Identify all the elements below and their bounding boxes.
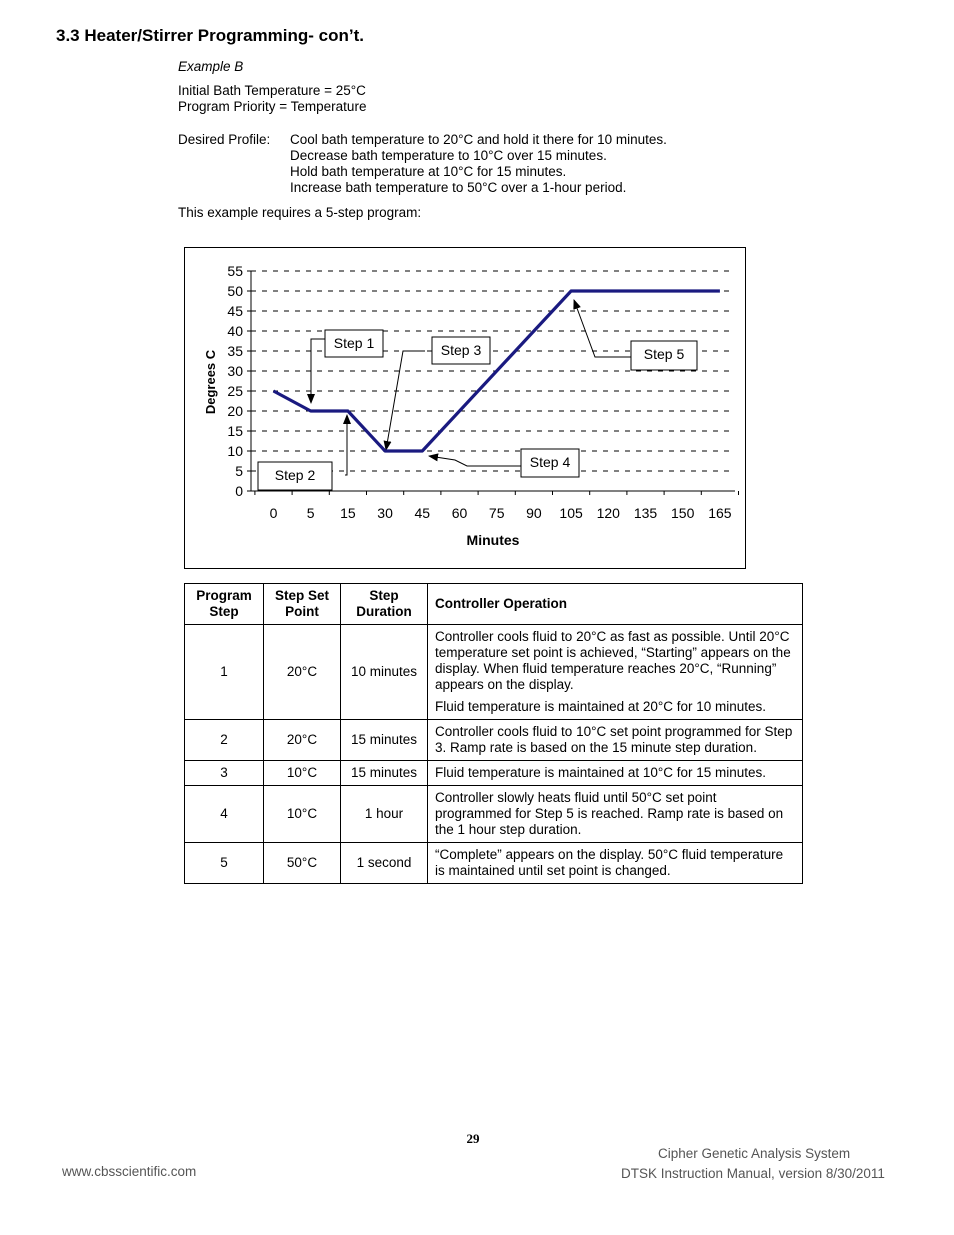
- x-tick-label: 105: [559, 505, 583, 521]
- y-tick-label: 35: [227, 343, 243, 359]
- callout-label: Step 5: [643, 346, 685, 362]
- cell-step: 5: [185, 843, 264, 884]
- y-tick-label: 50: [227, 283, 243, 299]
- callout-arrow: [574, 300, 631, 357]
- cell-duration: 1 hour: [341, 786, 428, 843]
- x-tick-label: 15: [340, 505, 356, 521]
- x-tick-label: 30: [377, 505, 393, 521]
- profile-label: Desired Profile:: [178, 132, 271, 147]
- y-tick-label: 45: [227, 303, 243, 319]
- header-step-set-point: Step Set Point: [264, 584, 341, 625]
- program-steps-table: [184, 583, 803, 884]
- callout-label: Step 3: [440, 342, 482, 358]
- cell-operation: [428, 720, 803, 761]
- initial-temp-text: Initial Bath Temperature = 25°C: [178, 83, 366, 98]
- y-tick-label: 10: [227, 443, 243, 459]
- header-program-step: Program Step: [185, 584, 264, 625]
- profile-line: Decrease bath temperature to 10°C over 15 minutes.: [290, 148, 607, 163]
- table-row: [185, 843, 803, 884]
- y-tick-label: 55: [227, 263, 243, 279]
- callout-arrow: [386, 351, 425, 450]
- y-tick-label: 20: [227, 403, 243, 419]
- x-tick-label: 120: [596, 505, 620, 521]
- y-tick-label: 40: [227, 323, 243, 339]
- cell-duration: 15 minutes: [341, 720, 428, 761]
- table-row: [185, 786, 803, 843]
- operation-text: Controller cools fluid to 10°C set point programmed for Step 3. Ramp rate is based on the 15 minute step duration.: [435, 724, 793, 755]
- operation-text: Controller slowly heats fluid until 50°C set point programmed for Step 5 is reached. Ramp rate is based on the 1 hour step duration.: [435, 790, 784, 837]
- operation-text: Fluid temperature is maintained at 20°C for 10 minutes.: [435, 699, 767, 714]
- temperature-profile-chart: [184, 247, 746, 569]
- x-tick-label: 0: [269, 505, 278, 521]
- y-axis-title: Degrees C: [203, 349, 218, 415]
- x-tick-label: 60: [451, 505, 468, 521]
- cell-step: 3: [185, 761, 264, 786]
- table-row: [185, 720, 803, 761]
- y-tick-label: 25: [227, 383, 243, 399]
- cell-duration: 15 minutes: [341, 761, 428, 786]
- header-controller-operation: Controller Operation: [428, 584, 803, 625]
- cell-setpoint: 50°C: [264, 843, 341, 884]
- page-number: 29: [466, 1131, 480, 1146]
- requires-text: This example requires a 5-step program:: [178, 205, 422, 220]
- table-header-row: [185, 584, 803, 625]
- cell-operation: [428, 625, 803, 720]
- cell-operation: [428, 843, 803, 884]
- profile-list: [290, 132, 667, 196]
- cell-step: 1: [185, 625, 264, 720]
- x-tick-label: 5: [306, 505, 315, 521]
- x-tick-label: 135: [633, 505, 658, 521]
- cell-step: 2: [185, 720, 264, 761]
- manual-version: DTSK Instruction Manual, version 8/30/2011: [621, 1166, 885, 1181]
- website-text: www.cbsscientific.com: [62, 1164, 197, 1179]
- cell-setpoint: 20°C: [264, 625, 341, 720]
- y-tick-label: 30: [227, 363, 243, 379]
- callout-arrow: [345, 415, 347, 475]
- y-tick-label: 5: [235, 463, 243, 479]
- priority-text: Program Priority = Temperature: [178, 99, 367, 114]
- header-step-duration: Step Duration: [341, 584, 428, 625]
- cell-setpoint: 10°C: [264, 786, 341, 843]
- y-tick-label: 15: [227, 423, 243, 439]
- callout-label: Step 4: [529, 454, 571, 470]
- section-heading: 3.3 Heater/Stirrer Programming- con’t.: [56, 26, 364, 45]
- profile-line: Hold bath temperature at 10°C for 15 minutes.: [290, 164, 567, 179]
- table-row: [185, 625, 803, 720]
- callout-label: Step 2: [274, 467, 316, 483]
- operation-text: Fluid temperature is maintained at 10°C for 15 minutes.: [435, 765, 767, 780]
- callout-arrow: [429, 456, 521, 466]
- x-tick-label: 45: [414, 505, 431, 521]
- x-tick-label: 90: [526, 505, 542, 521]
- operation-text: “Complete” appears on the display. 50°C fluid temperature is maintained until set point is changed.: [435, 847, 784, 878]
- callout-label: Step 1: [333, 335, 375, 351]
- cell-duration: 1 second: [341, 843, 428, 884]
- y-tick-label: 0: [235, 483, 243, 499]
- example-label: Example B: [178, 59, 244, 74]
- product-name: Cipher Genetic Analysis System: [658, 1146, 851, 1161]
- cell-operation: [428, 761, 803, 786]
- x-tick-label: 150: [671, 505, 695, 521]
- cell-operation: [428, 786, 803, 843]
- cell-step: 4: [185, 786, 264, 843]
- x-axis-title: Minutes: [466, 532, 520, 548]
- operation-text: Controller cools fluid to 20°C as fast as possible. Until 20°C temperature set point is achieved, “Starting” appears on the display. When fluid temperature reaches 20°C, “Running” appears on the display.: [435, 629, 791, 692]
- x-tick-label: 165: [708, 505, 732, 521]
- profile-line: Increase bath temperature to 50°C over a 1-hour period.: [290, 180, 627, 195]
- chart-svg: [185, 248, 747, 570]
- cell-duration: 10 minutes: [341, 625, 428, 720]
- profile-line: Cool bath temperature to 20°C and hold it there for 10 minutes.: [290, 132, 667, 147]
- cell-setpoint: 20°C: [264, 720, 341, 761]
- cell-setpoint: 10°C: [264, 761, 341, 786]
- x-tick-label: 75: [488, 505, 505, 521]
- table-row: [185, 761, 803, 786]
